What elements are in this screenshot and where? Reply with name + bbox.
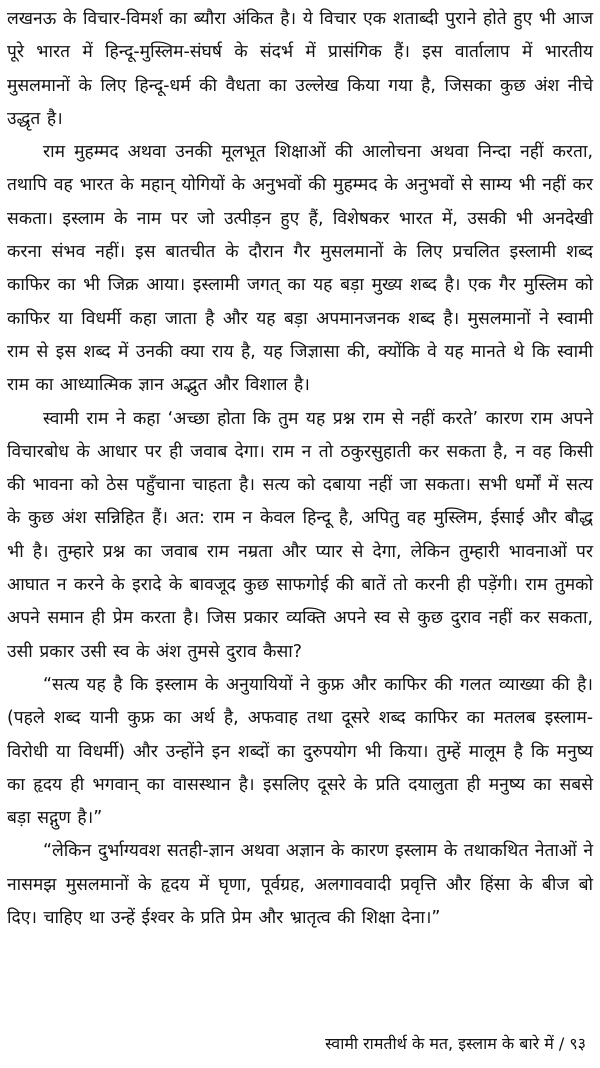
paragraph-ram-on-muhammad: राम मुहम्मद अथवा उनकी मूलभूत शिक्षाओं की आलोचना अथवा निन्दा नहीं करता, तथापि वह भारत के महान् योगियों के अनुभवों की मुहम्मद के अनुभवों से साम्य भी नहीं कर सकता। इस्लाम के नाम पर जो उत्पीड़न हुए हैं, विशेषकर भारत में, उसकी भी अनदेखी करना संभव नहीं। इस बातचीत के दौरान गैर मुसलमानों के लिए प्रचलित इस्लामी शब्द काफिर का भी जिक्र आया। इस्लामी जगत् का यह बड़ा मुख्य शब्द है। एक गैर मुस्लिम को काफिर या विधर्मी कहा जाता है और यह बड़ा अपमानजनक शब्द है। मुसलमानों ने स्वामी राम से इस शब्द में उनकी क्या राय है, यह जिज्ञासा की, क्योंकि वे यह मानते थे कि स्वामी राम का आध्यात्मिक ज्ञान अद्भुत और विशाल है।: [7, 142, 593, 396]
quote-truth-about-islam: “सत्य यह है कि इस्लाम के अनुयायियों ने कुफ्र और काफिर की गलत व्याख्या की है। (पहले शब्द यानी कुफ्र का अर्थ है, अफवाह तथा दूसरे शब्द काफिर का मतलब इस्लाम-विरोधी या विधर्मी) और उन्होंने इन शब्दों का दुरुपयोग भी किया। तुम्हें मालूम है कि मनुष्य का हृदय ही भगवान् का वासस्थान है। इसलिए दूसरे के प्रति दयालुता ही मनुष्य का सबसे बड़ा सद्गुण है।”: [7, 674, 593, 829]
paragraph-lucknow-discussion: लखनऊ के विचार-विमर्श का ब्यौरा अंकित है। ये विचार एक शताब्दी पुराने होते हुए भी आज पूरे भारत में हिन्दू-मुस्लिम-संघर्ष के संदर्भ में प्रासंगिक हैं। इस वार्तालाप में भारतीय मुसलमानों के लिए हिन्दू-धर्म की वैधता का उल्लेख किया गया है, जिसका कुछ अंश नीचे उद्धृत है।: [7, 9, 593, 129]
paragraph-swami-ram-reply: स्वामी राम ने कहा ‘अच्छा होता कि तुम यह प्रश्न राम से नहीं करते’ कारण राम अपने विचारबोध के आधार पर ही जवाब देगा। राम न तो ठकुरसुहाती कर सकता है, न वह किसी की भावना को ठेस पहुँचाना चाहता है। सत्य को दबाया नहीं जा सकता। सभी धर्मों में सत्य के कुछ अंश सन्निहित हैं। अत: राम न केवल हिन्दू है, अपितु वह मुस्लिम, ईसाई और बौद्ध भी है। तुम्हारे प्रश्न का जवाब राम नम्रता और प्यार से देगा, लेकिन तुम्हारी भावनाओं पर आघात न करने के इरादे के बावजूद कुछ साफगोई की बातें तो करनी ही पड़ेंगी। राम तुमको अपने समान ही प्रेम करता है। जिस प्रकार व्यक्ति अपने स्व से कुछ दुराव नहीं कर सकता, उसी प्रकार उसी स्व के अंश तुमसे दुराव कैसा?: [7, 408, 593, 662]
page-footer-running-title: स्वामी रामतीर्थ के मत, इस्लाम के बारे में / ९३: [325, 1034, 586, 1053]
quote-misfortune: “लेकिन दुर्भाग्यवश सतही-ज्ञान अथवा अज्ञान के कारण इस्लाम के तथाकथित नेताओं ने नासमझ मुसलमानों के हृदय में घृणा, पूर्वग्रह, अलगाववादी प्रवृत्ति और हिंसा के बीज बो दिए। चाहिए था उन्हें ईश्वर के प्रति प्रेम और भ्रातृत्व की शिक्षा देना।”: [7, 841, 593, 929]
